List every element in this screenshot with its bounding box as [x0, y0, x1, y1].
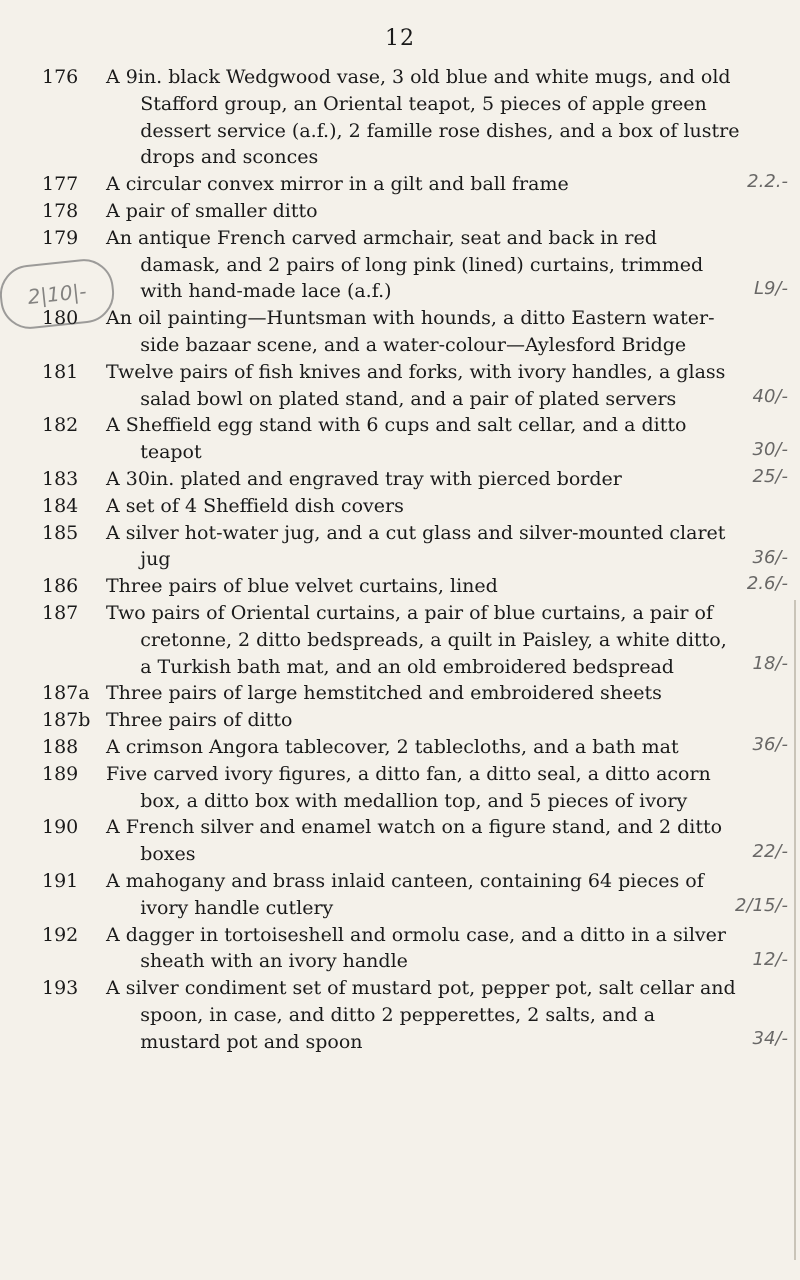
lot-description: A mahogany and brass inlaid canteen, containing 64 pieces of ivory handle cutlery	[106, 869, 704, 919]
lot-entry	[28, 64, 740, 171]
lot-number: 178	[42, 199, 79, 222]
lot-entry	[28, 707, 740, 734]
handwritten-price: 36/-	[752, 734, 788, 755]
lot-description: A silver condiment set of mustard pot, pepper pot, salt cellar and spoon, in case, and ditto 2 pepperettes, 2 salts, and a mustard pot and spoon	[106, 977, 736, 1053]
lot-list	[28, 64, 740, 1055]
lot-number: 181	[42, 360, 79, 383]
lot-number: 183	[42, 467, 79, 490]
lot-entry	[28, 198, 740, 225]
lot-entry	[28, 171, 740, 198]
lot-entry	[28, 305, 740, 359]
lot-entry	[28, 466, 740, 493]
lot-number: 188	[42, 735, 79, 758]
lot-entry	[28, 573, 740, 600]
lot-number: 187a	[42, 682, 90, 705]
lot-entry	[28, 359, 740, 413]
lot-entry	[28, 412, 740, 466]
lot-description: Three pairs of blue velvet curtains, lined	[106, 575, 498, 598]
lot-description: Three pairs of ditto	[106, 709, 293, 732]
lot-entry	[28, 734, 740, 761]
lot-number: 186	[42, 575, 79, 598]
lot-description: A set of 4 Sheffield dish covers	[106, 494, 404, 517]
lot-description: A crimson Angora tablecover, 2 tablecloths, and a bath mat	[106, 735, 679, 758]
handwritten-price: 25/-	[752, 466, 788, 487]
lot-description: A 30in. plated and engraved tray with pierced border	[106, 467, 622, 490]
lot-number: 176	[42, 66, 79, 88]
lot-number: 193	[42, 977, 79, 1000]
lot-description: Five carved ivory figures, a ditto fan, a ditto seal, a ditto acorn box, a ditto box with medallion top, and 5 pieces of ivory	[106, 762, 711, 812]
lot-entry	[28, 225, 740, 305]
handwritten-price: 12/-	[752, 949, 788, 970]
lot-description: A circular convex mirror in a gilt and ball frame	[106, 173, 569, 196]
lot-number: 179	[42, 226, 79, 249]
lot-entry	[28, 868, 740, 922]
lot-number: 184	[42, 494, 79, 517]
page-edge-line	[794, 600, 796, 1260]
lot-entry	[28, 975, 740, 1055]
lot-description: An antique French carved armchair, seat and back in red damask, and 2 pairs of long pink (lined) curtains, trimmed with hand-made lace (a.f.)	[106, 226, 704, 303]
lot-entry	[28, 814, 740, 868]
margin-handwritten-note: 2|10|-	[0, 256, 117, 332]
lot-number: 190	[42, 816, 79, 839]
lot-description: A 9in. black Wedgwood vase, 3 old blue and white mugs, and old Stafford group, an Oriental teapot, 5 pieces of apple green dessert service (a.f.), 2 famille rose dishes, and a box of lustre drops and sconces	[106, 66, 740, 169]
lot-description: A dagger in tortoiseshell and ormolu case, and a ditto in a silver sheath with an ivory handle	[106, 923, 726, 973]
lot-description: A silver hot-water jug, and a cut glass and silver-mounted claret jug	[106, 521, 726, 571]
lot-entry	[28, 600, 740, 680]
handwritten-price: 18/-	[752, 653, 788, 674]
lot-number: 187b	[42, 709, 91, 732]
page-number: 12	[385, 26, 415, 51]
lot-description: An oil painting—Huntsman with hounds, a ditto Eastern water-side bazaar scene, and a water-colour—Aylesford Bridge	[106, 307, 715, 356]
handwritten-price: 2/15/-	[735, 895, 788, 916]
lot-description: A pair of smaller ditto	[106, 199, 318, 222]
handwritten-price: 36/-	[752, 547, 788, 568]
lot-number: 191	[42, 869, 79, 892]
lot-description: Twelve pairs of fish knives and forks, with ivory handles, a glass salad bowl on plated stand, and a pair of plated servers	[106, 360, 726, 410]
lot-number: 182	[42, 414, 79, 437]
lot-entry	[28, 520, 740, 574]
handwritten-price: 22/-	[752, 841, 788, 862]
lot-description: Three pairs of large hemstitched and embroidered sheets	[106, 682, 662, 705]
lot-entry	[28, 493, 740, 520]
lot-description: Two pairs of Oriental curtains, a pair of blue curtains, a pair of cretonne, 2 ditto bedspreads, a quilt in Paisley, a white ditto, a Turkish bath mat, and an old embroidered bedspread	[106, 601, 727, 678]
lot-number: 177	[42, 173, 79, 196]
handwritten-price: 30/-	[752, 439, 788, 460]
lot-description: A Sheffield egg stand with 6 cups and salt cellar, and a ditto teapot	[106, 414, 687, 464]
handwritten-price: 2.6/-	[746, 573, 788, 594]
lot-number: 189	[42, 762, 79, 785]
handwritten-price: L9/-	[753, 278, 788, 299]
lot-number: 192	[42, 923, 79, 946]
handwritten-price: 34/-	[752, 1028, 788, 1049]
lot-number: 185	[42, 521, 79, 544]
lot-entry	[28, 680, 740, 707]
lot-description: A French silver and enamel watch on a figure stand, and 2 ditto boxes	[106, 816, 723, 866]
lot-number: 180	[42, 307, 79, 330]
handwritten-price: 40/-	[752, 386, 788, 407]
lot-entry	[28, 761, 740, 815]
lot-entry	[28, 922, 740, 976]
lot-number: 187	[42, 601, 79, 624]
handwritten-price: 2.2.-	[747, 171, 788, 192]
